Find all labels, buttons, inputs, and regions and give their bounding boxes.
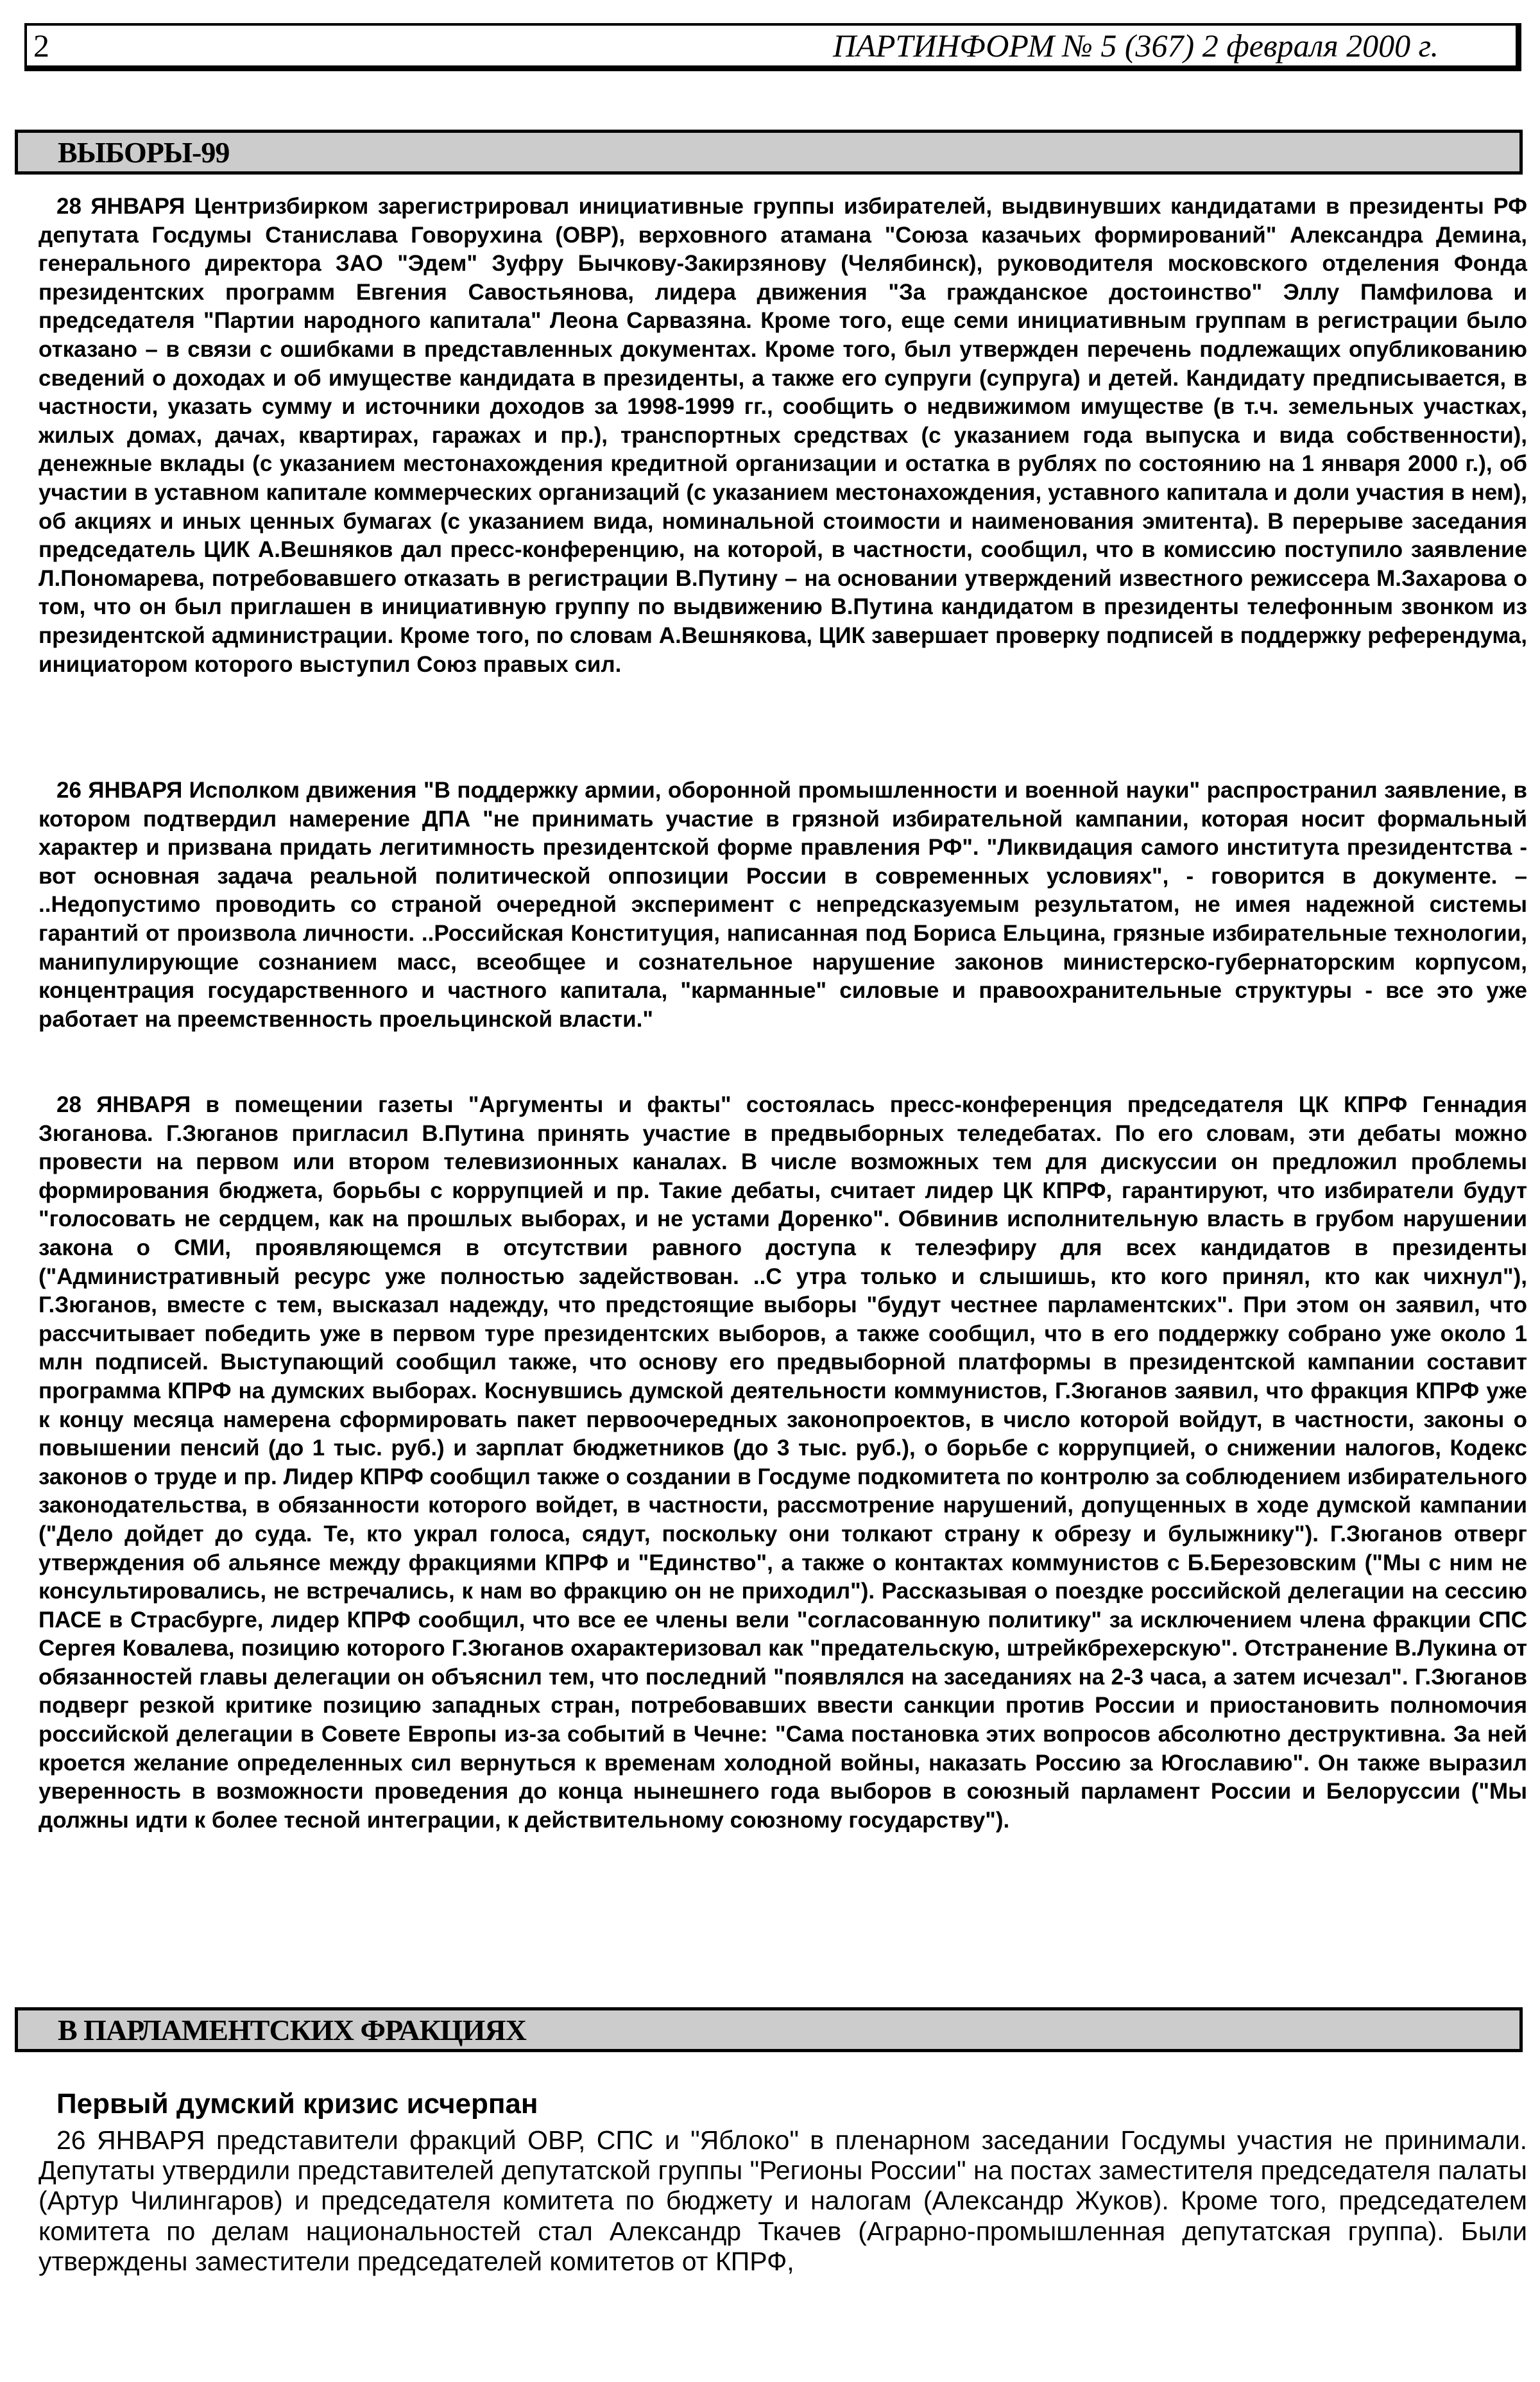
section-title: В ПАРЛАМЕНТСКИХ ФРАКЦИЯХ xyxy=(58,2014,526,2046)
publication-title: ПАРТИНФОРМ № 5 (367) 2 февраля 2000 г. xyxy=(833,28,1439,64)
article-paragraph: 26 ЯНВАРЯ Исполком движения "В поддержку армии, оборонной промышленности и военной науки" распространил заявление, в котором подтвердил намерение ДПА "не принимать участие в грязной избирательной кампании, которая носит формальный характер и призвана придать легитимность президентской форме правления РФ". "Ликвидация самого института президентства - вот основная задача реальной политической оппозиции России в современных условиях", - говорится в документе. – ..Недопустимо проводить со страной очередной эксперимент с непредсказуемым результатом, не имея надежной системы гарантий от произвола личности. ..Российская Конституция, написанная под Бориса Ельцина, грязные избирательные технологии, манипулирующие сознанием масс, всеобщее и сознательное нарушение законов министерско-губернаторским корпусом, концентрация государственного и частного капитала, "карманные" силовые и правоохранительные структуры - все это уже работает на преемственность проельцинской власти." xyxy=(38,778,1527,1032)
article-paragraph: 28 ЯНВАРЯ в помещении газеты "Аргументы и факты" состоялась пресс-конференция председателя ЦК КПРФ Геннадия Зюганова. Г.Зюганов пригласил В.Путина принять участие в предвыборных теледебатах. По его словам, эти дебаты можно провести на первом или втором телевизионных каналах. В числе возможных тем для дискуссии он предложил проблемы формирования бюджета, борьбы с коррупцией и пр. Такие дебаты, считает лидер ЦК КПРФ, гарантируют, что избиратели будут "голосовать не сердцем, как на прошлых выборах, и не устами Доренко". Обвинив исполнительную власть в грубом нарушении закона о СМИ, проявляющемся в отсутствии равного доступа к телеэфиру для всех кандидатов в президенты ("Административный ресурс уже полностью задействован. ..С утра только и слышишь, кто кого принял, кто как чихнул"), Г.Зюганов, вместе с тем, высказал надежду, что предстоящие выборы "будут честнее парламентских". При этом он заявил, что рассчитывает победить уже в первом туре президентских выборов, а также сообщил, что в его поддержку собрано уже около 1 млн подписей. Выступающий сообщил также, что основу его предвыборной платформы в президентской кампании составит программа КПРФ на думских выборах. Коснувшись думской деятельности коммунистов, Г.Зюганов заявил, что фракция КПРФ уже к концу месяца намерена сформировать пакет первоочередных законопроектов, в число которой войдут, в частности, законы о повышении пенсий (до 1 тыс. руб.) и зарплат бюджетников (до 3 тыс. руб.), о борьбе с коррупцией, о снижении налогов, Кодекс законов о труде и пр. Лидер КПРФ сообщил также о создании в Госдуме подкомитета по контролю за соблюдением избирательного законодательства, в обязанности которого войдет, в частности, рассмотрение нарушений, допущенных в ходе думской кампании ("Дело дойдет до суда. Те, кто украл голоса, сядут, поскольку они толкают страну к обрезу и булыжнику"). Г.Зюганов отверг утверждения об альянсе между фракциями КПРФ и "Единство", а также о контактах коммунистов с Б.Березовским ("Мы с ним не консультировались, не встречались, к нам во фракцию он не приходил"). Рассказывая о поездке российской делегации на сессию ПАСЕ в Страсбурге, лидер КПРФ сообщил, что все ее члены вели "согласованную политику" за исключением члена фракции СПС Сергея Ковалева, позицию которого Г.Зюганов охарактеризовал как "предательскую, штрейкбрехерскую". Отстранение В.Лукина от обязанностей главы делегации он объяснил тем, что последний "появлялся на заседаниях на 2-3 часа, а затем исчезал". Г.Зюганов подверг резкой критике позицию западных стран, потребовавших ввести санкции против России и приостановить полномочия российской делегации в Совете Европы из-за событий в Чечне: "Сама постановка этих вопросов абсолютно деструктивна. За ней кроется желание определенных сил вернуться к временам холодной войны, наказать Россию за Югославию". Он также выразил уверенность в возможности проведения до конца нынешнего года выборов в союзный парламент России и Белоруссии ("Мы должны идти к более тесной интеграции, к действительному союзному государству"). xyxy=(38,1092,1527,1833)
section-header-elections xyxy=(15,130,1523,175)
article-paragraph: 28 ЯНВАРЯ Центризбирком зарегистрировал инициативные группы избирателей, выдвинувших кандидатами в президенты РФ депутата Госдумы Станислава Говорухина (ОВР), верховного атамана "Союза казачьих формирований" Александра Демина, генерального директора ЗАО "Эдем" Зуфру Бычкову-Закирзянову (Челябинск), руководителя московского отделения Фонда президентских программ Евгения Савостьянова, лидера движения "За гражданское достоинство" Эллу Памфилова и председателя "Партии народного капитала" Леона Сарвазяна. Кроме того, еще семи инициативным группам в регистрации было отказано – в связи с ошибками в представленных документах. Кроме того, был утвержден перечень подлежащих опубликованию сведений о доходах и об имуществе кандидата в президенты, а также его супруги (супруга) и детей. Кандидату предписывается, в частности, указать сумму и источники доходов за 1998-1999 гг., сообщить о недвижимом имуществе (в т.ч. земельных участках, жилых домах, дачах, квартирах, гаражах и пр.), транспортных средствах (с указанием года выпуска и вида собственности), денежные вклады (с указанием местонахождения кредитной организации и остатка в рублях по состоянию на 1 января 2000 г.), об участии в уставном капитале коммерческих организаций (с указанием местонахождения, уставного капитала и доли участия в нем), об акциях и иных ценных бумагах (с указанием вида, номинальной стоимости и наименования эмитента). В перерыве заседания председатель ЦИК А.Вешняков дал пресс-конференцию, на которой, в частности, сообщил, что в комиссию поступило заявление Л.Пономарева, потребовавшего отказать в регистрации В.Путину – на основании утверждений известного режиссера М.Захарова о том, что он был приглашен в инициативную группу по выдвижению В.Путина кандидатом в президенты телефонным звонком из президентской администрации. Кроме того, по словам А.Вешнякова, ЦИК завершает проверку подписей в поддержку референдума, инициатором которого выступил Союз правых сил. xyxy=(38,194,1527,677)
page-header xyxy=(24,23,1521,71)
section-header-parliament-factions xyxy=(15,2007,1523,2052)
page-number: 2 xyxy=(33,28,49,64)
article-paragraph: 26 ЯНВАРЯ представители фракций ОВР, СПС и "Яблоко" в пленарном заседании Госдумы участия не принимали. Депутаты утвердили представителей депутатской группы "Регионы России" на постах заместителя председателя палаты (Артур Чилингаров) и председателя комитета по бюджету и налогам (Александр Жуков). Кроме того, председателем комитета по делам национальностей стал Александр Ткачев (Аграрно-промышленная депутатская группа). Были утверждены заместители председателей комитетов от КПРФ, xyxy=(38,2125,1527,2276)
section-title: ВЫБОРЫ-99 xyxy=(58,136,230,169)
article-subheading: Первый думский кризис исчерпан xyxy=(56,2088,538,2120)
